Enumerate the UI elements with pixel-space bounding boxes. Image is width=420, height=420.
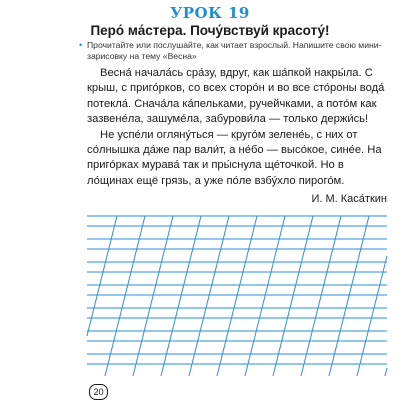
paragraph: Весна́ начала́сь сра́зу, вдруг, как ша́пкой накры́ла. С крыш, с приго́рков, со всех сторо́н и во все сто́роны вода́ потекла́. Снача́ла ка́пельками, ручейчками, а пото́м как зазвене́ла, зашуме́ла, забурови́ла — только держи́сь! xyxy=(87,67,385,126)
instruction-text: Прочитайте или послушайте, как читает взрослый. Напишите свою мини-зарисовку на тему «Весна» xyxy=(87,40,382,61)
ruling-rows xyxy=(87,216,387,364)
lesson-title: Перо́ ма́стера. Почу́вствуй красоту́! xyxy=(90,23,330,38)
page-number: 20 xyxy=(89,384,108,400)
paragraph: Не успе́ли огляну́ться — круго́м зелене́ь, с них от со́лнышка да́же пар вали́т, а не́бо — высо́кое, сине́е. На приго́рках мурава́ так и пры́снула ще́точкой. Но в ло́щинах ещё грязь, а уже по́ле взбу́хло пирого́м. xyxy=(87,128,382,187)
ruling-slant-line xyxy=(357,256,387,376)
ruling-slant-line xyxy=(385,368,387,376)
lesson-heading: УРОК 19 xyxy=(170,4,250,22)
author-name: И. М. Каса́ткин xyxy=(311,193,387,205)
bullet-icon: • xyxy=(79,40,83,50)
ruling-slants xyxy=(87,216,387,376)
